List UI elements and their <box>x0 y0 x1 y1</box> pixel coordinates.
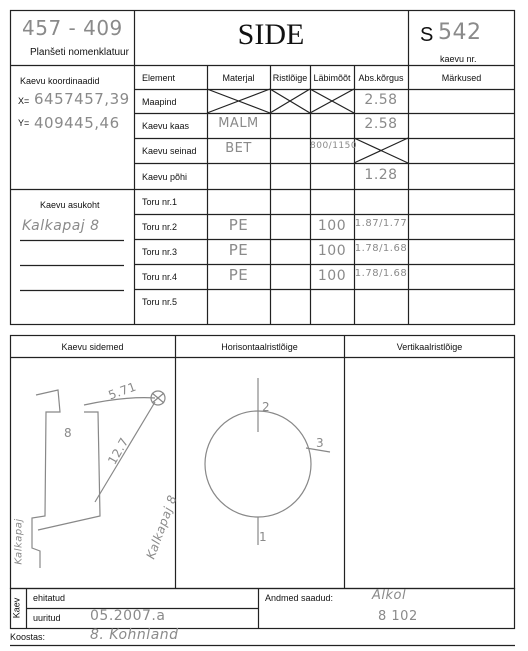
row-diameter: 800/1150 <box>310 141 358 151</box>
sketch-dim-2: 12.7 <box>105 435 132 467</box>
header-diameter: Läbimõõt <box>313 73 351 83</box>
pipe-1-label: 1 <box>259 530 268 544</box>
row-element: Maapind <box>142 97 177 107</box>
horizontal-heading: Horisontaalristlõige <box>221 342 298 352</box>
pipe-3-label: 3 <box>316 436 325 450</box>
row-material: PE <box>228 241 249 259</box>
header-notes: Märkused <box>441 73 482 83</box>
connections-heading: Kaevu sidemed <box>61 342 124 352</box>
row-abs: 1.78/1.68 <box>354 268 408 279</box>
header-cross-section: Ristlõige <box>272 73 308 83</box>
row-element: Kaevu kaas <box>142 121 190 131</box>
row-abs: 1.78/1.68 <box>354 243 408 254</box>
row-material: PE <box>228 266 249 284</box>
header-abs-elevation: Abs.kõrgus <box>358 73 404 83</box>
row-diameter: 100 <box>317 218 347 234</box>
y-label: Y= <box>18 118 30 128</box>
row-element: Toru nr.1 <box>142 197 178 207</box>
row-abs: 1.87/1.77 <box>354 218 408 229</box>
location-heading: Kaevu asukoht <box>40 200 100 210</box>
well-label: kaevu nr. <box>440 54 477 64</box>
y-value: 409445,46 <box>34 114 120 132</box>
data-from-value: Alkol <box>372 588 407 603</box>
location-value: Kalkapaj 8 <box>22 218 100 234</box>
row-diameter: 100 <box>317 268 347 284</box>
surveyed-label: uuritud <box>33 613 61 623</box>
data-from-label: Andmed saadud: <box>265 593 334 603</box>
connections-sketch <box>32 390 165 568</box>
page-title: SIDE <box>237 18 305 51</box>
well-number: 542 <box>438 20 482 45</box>
data-from-number: 8 102 <box>378 609 418 624</box>
row-material: BET <box>225 141 252 156</box>
well-prefix: S <box>420 24 434 46</box>
row-element: Toru nr.2 <box>142 222 178 232</box>
header-material: Materjal <box>222 73 255 83</box>
sketch-dim-1: 5.71 <box>106 379 139 403</box>
row-abs: 2.58 <box>364 116 398 132</box>
vertical-heading: Vertikaalristlõige <box>396 342 463 352</box>
sketch-left: Kalkapaj <box>13 518 25 565</box>
row-diameter: 100 <box>317 243 347 259</box>
nomenclature-value: 457 - 409 <box>22 16 123 40</box>
row-abs: 1.28 <box>364 167 398 183</box>
row-element: Toru nr.4 <box>142 272 178 282</box>
x-label: X= <box>18 96 30 106</box>
kaev-label: Kaev <box>11 597 22 619</box>
x-value: 6457457,39 <box>34 90 130 108</box>
row-element: Toru nr.5 <box>142 297 178 307</box>
compiled-label: Koostas: <box>10 632 46 642</box>
sketch-dim-3: 8 <box>64 426 73 440</box>
compiled-value: 8. Kohnland <box>90 627 179 643</box>
built-label: ehitatud <box>33 593 66 603</box>
nomenclature-label: Planšeti nomenklatuur <box>30 47 129 58</box>
row-abs: 2.58 <box>364 92 398 108</box>
header-element: Element <box>142 73 176 83</box>
row-material: PE <box>228 216 249 234</box>
row-material: MALM <box>218 116 259 131</box>
coordinates-heading: Kaevu koordinaadid <box>20 76 100 86</box>
sketch-street: Kalkapaj 8 <box>143 493 180 561</box>
row-element: Toru nr.3 <box>142 247 178 257</box>
pipe-2-label: 2 <box>262 400 271 414</box>
row-element: Kaevu põhi <box>142 172 188 182</box>
row-element: Kaevu seinad <box>142 146 197 156</box>
surveyed-value: 05.2007.a <box>90 608 166 624</box>
